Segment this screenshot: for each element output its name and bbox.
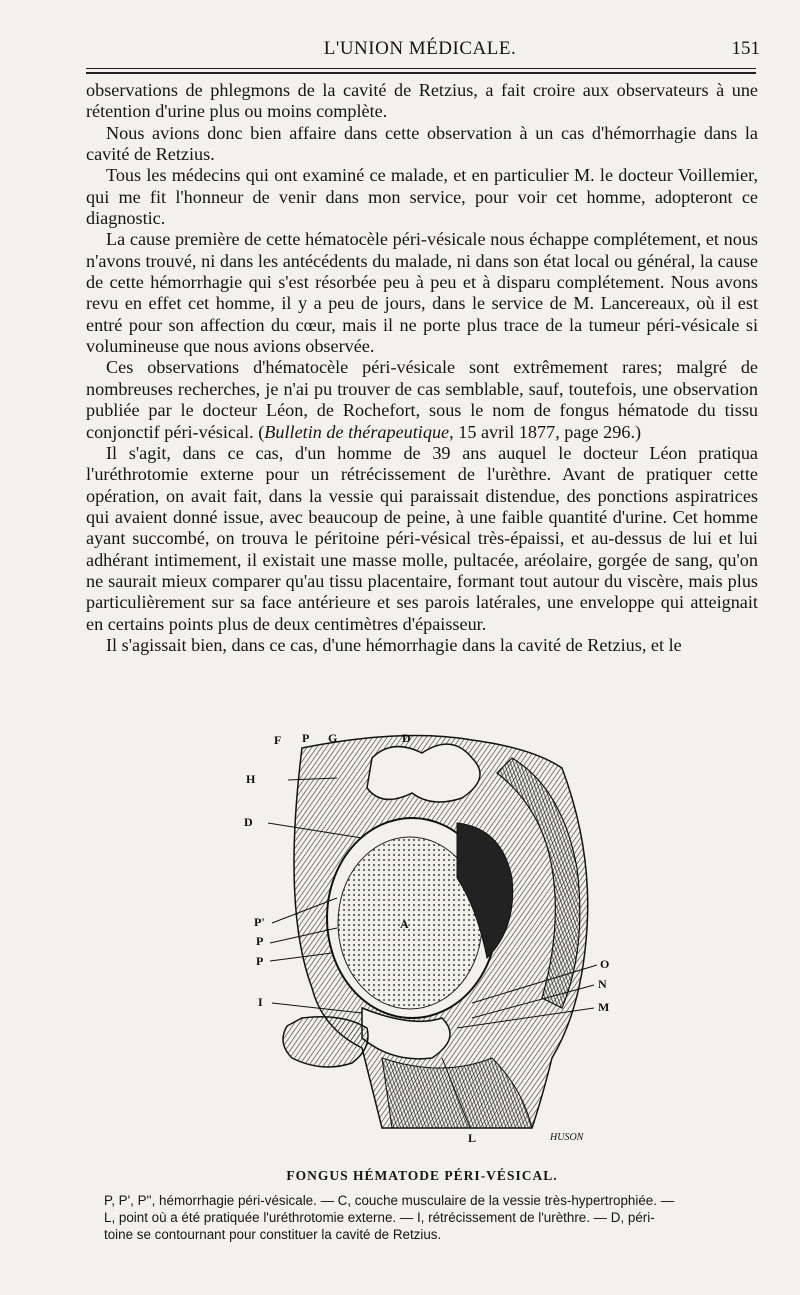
figure-label-m: M: [598, 1000, 610, 1014]
paragraph-citation: [86, 357, 758, 442]
citation-text-before: Ces observations d'hématocèle péri-vésicale sont extrêmement rares; malgré de nombreuses recherches, je n'ai pu trouver de cas semblable, sauf, toutefois, une observation publiée par le docteur Léon, de Rochefort, sous le nom de fongus hématode du tissu conjonctif péri-vésical. (: [86, 357, 758, 442]
running-header: [80, 34, 760, 64]
anatomical-illustration: [242, 728, 642, 1148]
paragraph: La cause première de cette hématocèle péri-vésicale nous échappe complétement, et nous n'avons trouvé, ni dans les antécédents du malade, ni dans son état local ou général, la cause de cette hémorrhagie qui s'est résorbée peu à peu et à disparu complétement. Nous avons revu en effet cet homme, il y a peu de jours, dans le service de M. Lancereaux, où il est entré pour son affection du cœur, mais il ne porte plus trace de la tumeur péri-vésicale si volumineuse que nous avions observée.: [86, 229, 758, 357]
figure-label-i: I: [258, 995, 263, 1009]
paragraph: Il s'agit, dans ce cas, d'un homme de 39 ans auquel le docteur Léon pratiqua l'uréthrotomie externe pour un rétrécissement de l'urèthre. Avant de pratiquer cette opération, on avait fait, dans la vessie qui paraissait distendue, des ponctions aspiratrices qui avaient donné issue, avec beaucoup de peine, à une faible quantité d'urine. Cet homme ayant succombé, on trouva le péritoine péri-vésical très-épaissi, et au-dessus de lui et lui adhérant intimement, il existait une masse molle, pultacée, aréolaire, gorgée de sang, qu'on ne saurait mieux comparer qu'au tissu placentaire, formant tout autour du viscère, mais plus particulièrement sur sa face antérieure et ses parois latérales, une enveloppe qui atteignait en certains points plus de deux centimètres d'épaisseur.: [86, 442, 758, 634]
caption-line: P, P', P'', hémorrhagie péri-vésicale. — C, couche musculaire de la vessie très-hypertrophiée. —: [104, 1193, 675, 1208]
journal-title: L'UNION MÉDICALE.: [323, 38, 517, 59]
figure-label-a: A: [400, 917, 409, 931]
figure-label-g: G: [328, 731, 338, 745]
figure-label-p-3: P: [256, 954, 264, 968]
page-number: 151: [731, 38, 760, 59]
figure-label-o: O: [600, 957, 610, 971]
paragraph: Il s'agissait bien, dans ce cas, d'une hémorrhagie dans la cavité de Retzius, et le: [106, 634, 682, 655]
journal-citation: Bulletin de thérapeutique: [264, 421, 450, 442]
figure-label-p-prime: P': [254, 915, 265, 929]
figure-label-n: N: [598, 977, 607, 991]
paragraph: Tous les médecins qui ont examiné ce malade, et en particulier M. le docteur Voillemier, qui me fit l'honneur de venir dans mon service, pour voir cet homme, adopteront ce diagnostic.: [86, 165, 758, 229]
paragraph: Nous avions donc bien affaire dans cette observation à un cas d'hémorrhagie dans la cavité de Retzius.: [86, 122, 758, 165]
figure-label-h: H: [246, 772, 256, 786]
caption-line: L, point où a été pratiquée l'uréthrotomie externe. — I, rétrécissement de l'urèthre. — D, péri-: [104, 1210, 655, 1225]
article-body: [86, 80, 758, 656]
figure-label-p: P: [302, 731, 310, 745]
figure-caption: [104, 1192, 756, 1243]
figure-label-d-top: D: [402, 731, 411, 745]
header-rule: [86, 68, 756, 69]
paragraph: observations de phlegmons de la cavité de Retzius, a fait croire aux observateurs à une rétention d'urine plus ou moins complète.: [86, 80, 758, 122]
figure-label-l: L: [468, 1131, 477, 1145]
citation-text-after: , 15 avril 1877, page 296.): [449, 421, 642, 442]
figure-label-p-2: P: [256, 934, 264, 948]
figure-label-d: D: [244, 815, 253, 829]
header-rule-thick: [86, 72, 756, 74]
figure-label-f: F: [274, 733, 282, 747]
figure-caption-title: FONGUS HÉMATODE PÉRI-VÉSICAL.: [286, 1168, 558, 1183]
engraver-signature: HUSON: [550, 1132, 584, 1143]
caption-line: toine se contournant pour constituer la cavité de Retzius.: [104, 1227, 442, 1242]
pelvis-section-engraving: [242, 728, 642, 1148]
